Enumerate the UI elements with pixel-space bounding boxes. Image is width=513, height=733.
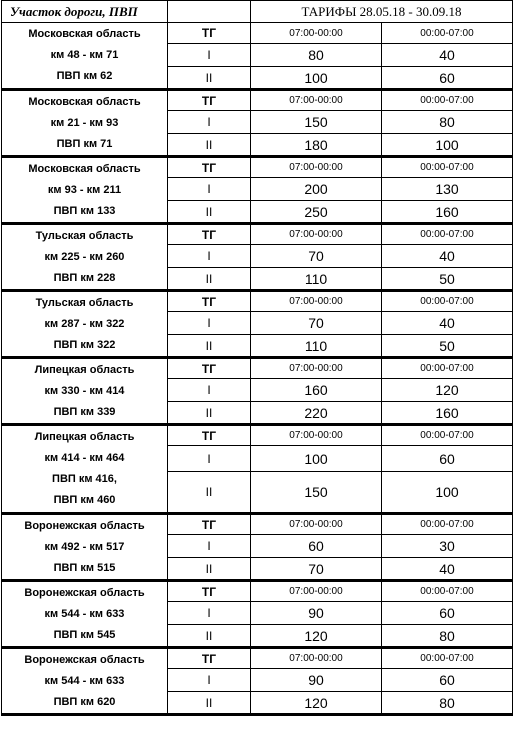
section-label-line: км 330 - км 414 xyxy=(44,384,125,397)
vehicle-class-cell: I xyxy=(168,245,251,268)
section-label-line: ПВП км 545 xyxy=(53,628,116,641)
price-night-cell: 100 xyxy=(382,134,513,157)
time-night-cell: 00:00-07:00 xyxy=(382,514,513,535)
section-time-row xyxy=(2,291,513,312)
price-day-cell: 150 xyxy=(251,472,382,514)
section-label-line: ПВП км 416, xyxy=(52,473,117,485)
vehicle-category-header: ТГ xyxy=(168,581,251,602)
vehicle-category-header: ТГ xyxy=(168,90,251,111)
vehicle-class-cell: I xyxy=(168,379,251,402)
price-day-cell: 70 xyxy=(251,312,382,335)
time-day-cell: 07:00-00:00 xyxy=(251,157,382,178)
vehicle-class-cell: II xyxy=(168,402,251,425)
vehicle-class-cell: II xyxy=(168,67,251,90)
tariff-table xyxy=(1,0,513,716)
section-time-row xyxy=(2,358,513,379)
section-label-line: ПВП км 322 xyxy=(53,338,116,351)
section-label-cell xyxy=(2,23,168,90)
time-day-cell: 07:00-00:00 xyxy=(251,358,382,379)
price-night-cell: 30 xyxy=(382,535,513,558)
price-night-cell: 60 xyxy=(382,669,513,692)
section-label-line: ПВП км 339 xyxy=(53,405,116,418)
section-label-line: Воронежская область xyxy=(24,653,145,666)
vehicle-class-cell: II xyxy=(168,201,251,224)
price-night-cell: 100 xyxy=(382,472,513,514)
section-label-line: Липецкая область xyxy=(34,431,135,443)
section-label-line: Московская область xyxy=(28,28,141,40)
section-label-line: ПВП км 620 xyxy=(53,695,116,708)
header-road-section: Участок дороги, ПВП xyxy=(2,1,168,23)
section-label-line: км 225 - км 260 xyxy=(44,250,125,263)
time-day-cell: 07:00-00:00 xyxy=(251,224,382,245)
section-label-line: ПВП км 71 xyxy=(56,137,113,150)
section-label-cell xyxy=(2,514,168,581)
section-time-row xyxy=(2,425,513,446)
section-label-line: км 492 - км 517 xyxy=(44,540,125,553)
price-day-cell: 70 xyxy=(251,245,382,268)
price-day-cell: 180 xyxy=(251,134,382,157)
price-night-cell: 160 xyxy=(382,402,513,425)
vehicle-class-cell: II xyxy=(168,134,251,157)
time-day-cell: 07:00-00:00 xyxy=(251,514,382,535)
section-label-line: км 414 - км 464 xyxy=(44,452,125,464)
price-night-cell: 80 xyxy=(382,692,513,715)
time-night-cell: 00:00-07:00 xyxy=(382,157,513,178)
price-night-cell: 40 xyxy=(382,312,513,335)
time-day-cell: 07:00-00:00 xyxy=(251,291,382,312)
vehicle-category-header: ТГ xyxy=(168,425,251,446)
price-night-cell: 60 xyxy=(382,67,513,90)
time-night-cell: 00:00-07:00 xyxy=(382,23,513,44)
vehicle-category-header: ТГ xyxy=(168,358,251,379)
section-label-line: Московская область xyxy=(28,95,141,108)
section-time-row xyxy=(2,648,513,669)
vehicle-class-cell: I xyxy=(168,312,251,335)
tariff-table-body xyxy=(2,1,513,715)
section-time-row xyxy=(2,90,513,111)
section-label-cell xyxy=(2,648,168,715)
price-day-cell: 120 xyxy=(251,625,382,648)
section-time-row xyxy=(2,581,513,602)
section-label-line: км 48 - км 71 xyxy=(50,49,119,61)
time-night-cell: 00:00-07:00 xyxy=(382,358,513,379)
time-night-cell: 00:00-07:00 xyxy=(382,648,513,669)
price-night-cell: 50 xyxy=(382,335,513,358)
section-time-row xyxy=(2,224,513,245)
time-day-cell: 07:00-00:00 xyxy=(251,648,382,669)
time-day-cell: 07:00-00:00 xyxy=(251,581,382,602)
section-label-line: км 93 - км 211 xyxy=(47,183,122,196)
time-day-cell: 07:00-00:00 xyxy=(251,23,382,44)
vehicle-category-header: ТГ xyxy=(168,291,251,312)
price-day-cell: 160 xyxy=(251,379,382,402)
vehicle-class-cell: I xyxy=(168,178,251,201)
header-empty-cell xyxy=(168,1,251,23)
section-label-cell xyxy=(2,291,168,358)
vehicle-category-header: ТГ xyxy=(168,514,251,535)
section-label-line: ПВП км 515 xyxy=(53,561,116,574)
vehicle-category-header: ТГ xyxy=(168,157,251,178)
vehicle-category-header: ТГ xyxy=(168,224,251,245)
vehicle-class-cell: II xyxy=(168,268,251,291)
price-night-cell: 130 xyxy=(382,178,513,201)
vehicle-class-cell: II xyxy=(168,472,251,514)
price-night-cell: 120 xyxy=(382,379,513,402)
section-label-line: Московская область xyxy=(28,162,141,175)
price-night-cell: 40 xyxy=(382,44,513,67)
vehicle-class-cell: I xyxy=(168,535,251,558)
section-label-line: ПВП км 133 xyxy=(53,204,116,217)
vehicle-class-cell: II xyxy=(168,625,251,648)
price-day-cell: 80 xyxy=(251,44,382,67)
price-day-cell: 90 xyxy=(251,669,382,692)
section-label-cell xyxy=(2,224,168,291)
vehicle-class-cell: II xyxy=(168,335,251,358)
section-label-line: км 287 - км 322 xyxy=(44,317,125,330)
time-night-cell: 00:00-07:00 xyxy=(382,224,513,245)
vehicle-class-cell: I xyxy=(168,446,251,472)
price-day-cell: 250 xyxy=(251,201,382,224)
price-day-cell: 100 xyxy=(251,67,382,90)
section-label-cell xyxy=(2,358,168,425)
price-day-cell: 200 xyxy=(251,178,382,201)
section-label-cell xyxy=(2,581,168,648)
vehicle-class-cell: I xyxy=(168,111,251,134)
price-night-cell: 40 xyxy=(382,245,513,268)
price-night-cell: 80 xyxy=(382,111,513,134)
time-day-cell: 07:00-00:00 xyxy=(251,90,382,111)
vehicle-class-cell: II xyxy=(168,558,251,581)
price-day-cell: 220 xyxy=(251,402,382,425)
price-day-cell: 70 xyxy=(251,558,382,581)
section-label-cell xyxy=(2,157,168,224)
time-night-cell: 00:00-07:00 xyxy=(382,291,513,312)
vehicle-class-cell: II xyxy=(168,692,251,715)
section-label-line: Воронежская область xyxy=(24,519,145,532)
price-day-cell: 110 xyxy=(251,335,382,358)
vehicle-class-cell: I xyxy=(168,669,251,692)
vehicle-category-header: ТГ xyxy=(168,648,251,669)
section-label-line: км 544 - км 633 xyxy=(44,607,125,620)
section-label-line: Воронежская область xyxy=(24,586,145,599)
section-label-line: км 21 - км 93 xyxy=(50,116,119,129)
section-label-cell xyxy=(2,90,168,157)
time-night-cell: 00:00-07:00 xyxy=(382,425,513,446)
vehicle-class-cell: I xyxy=(168,44,251,67)
price-night-cell: 80 xyxy=(382,625,513,648)
time-day-cell: 07:00-00:00 xyxy=(251,425,382,446)
header-tariffs: ТАРИФЫ 28.05.18 - 30.09.18 xyxy=(251,1,513,23)
section-time-row xyxy=(2,514,513,535)
price-night-cell: 60 xyxy=(382,446,513,472)
price-night-cell: 40 xyxy=(382,558,513,581)
price-day-cell: 120 xyxy=(251,692,382,715)
header-row xyxy=(2,1,513,23)
price-day-cell: 90 xyxy=(251,602,382,625)
vehicle-class-cell: I xyxy=(168,602,251,625)
price-night-cell: 50 xyxy=(382,268,513,291)
section-time-row xyxy=(2,23,513,44)
time-night-cell: 00:00-07:00 xyxy=(382,581,513,602)
section-label-line: Липецкая область xyxy=(34,363,135,376)
section-label-cell xyxy=(2,425,168,514)
section-label-line: км 544 - км 633 xyxy=(44,674,125,687)
price-day-cell: 100 xyxy=(251,446,382,472)
price-night-cell: 160 xyxy=(382,201,513,224)
section-label-line: ПВП км 62 xyxy=(56,70,113,82)
price-day-cell: 150 xyxy=(251,111,382,134)
section-label-line: ПВП км 228 xyxy=(53,271,116,284)
section-label-line: Тульская область xyxy=(35,296,134,309)
section-time-row xyxy=(2,157,513,178)
price-day-cell: 60 xyxy=(251,535,382,558)
price-day-cell: 110 xyxy=(251,268,382,291)
section-label-line: Тульская область xyxy=(35,229,134,242)
section-label-line: ПВП км 460 xyxy=(53,494,116,506)
vehicle-category-header: ТГ xyxy=(168,23,251,44)
time-night-cell: 00:00-07:00 xyxy=(382,90,513,111)
price-night-cell: 60 xyxy=(382,602,513,625)
